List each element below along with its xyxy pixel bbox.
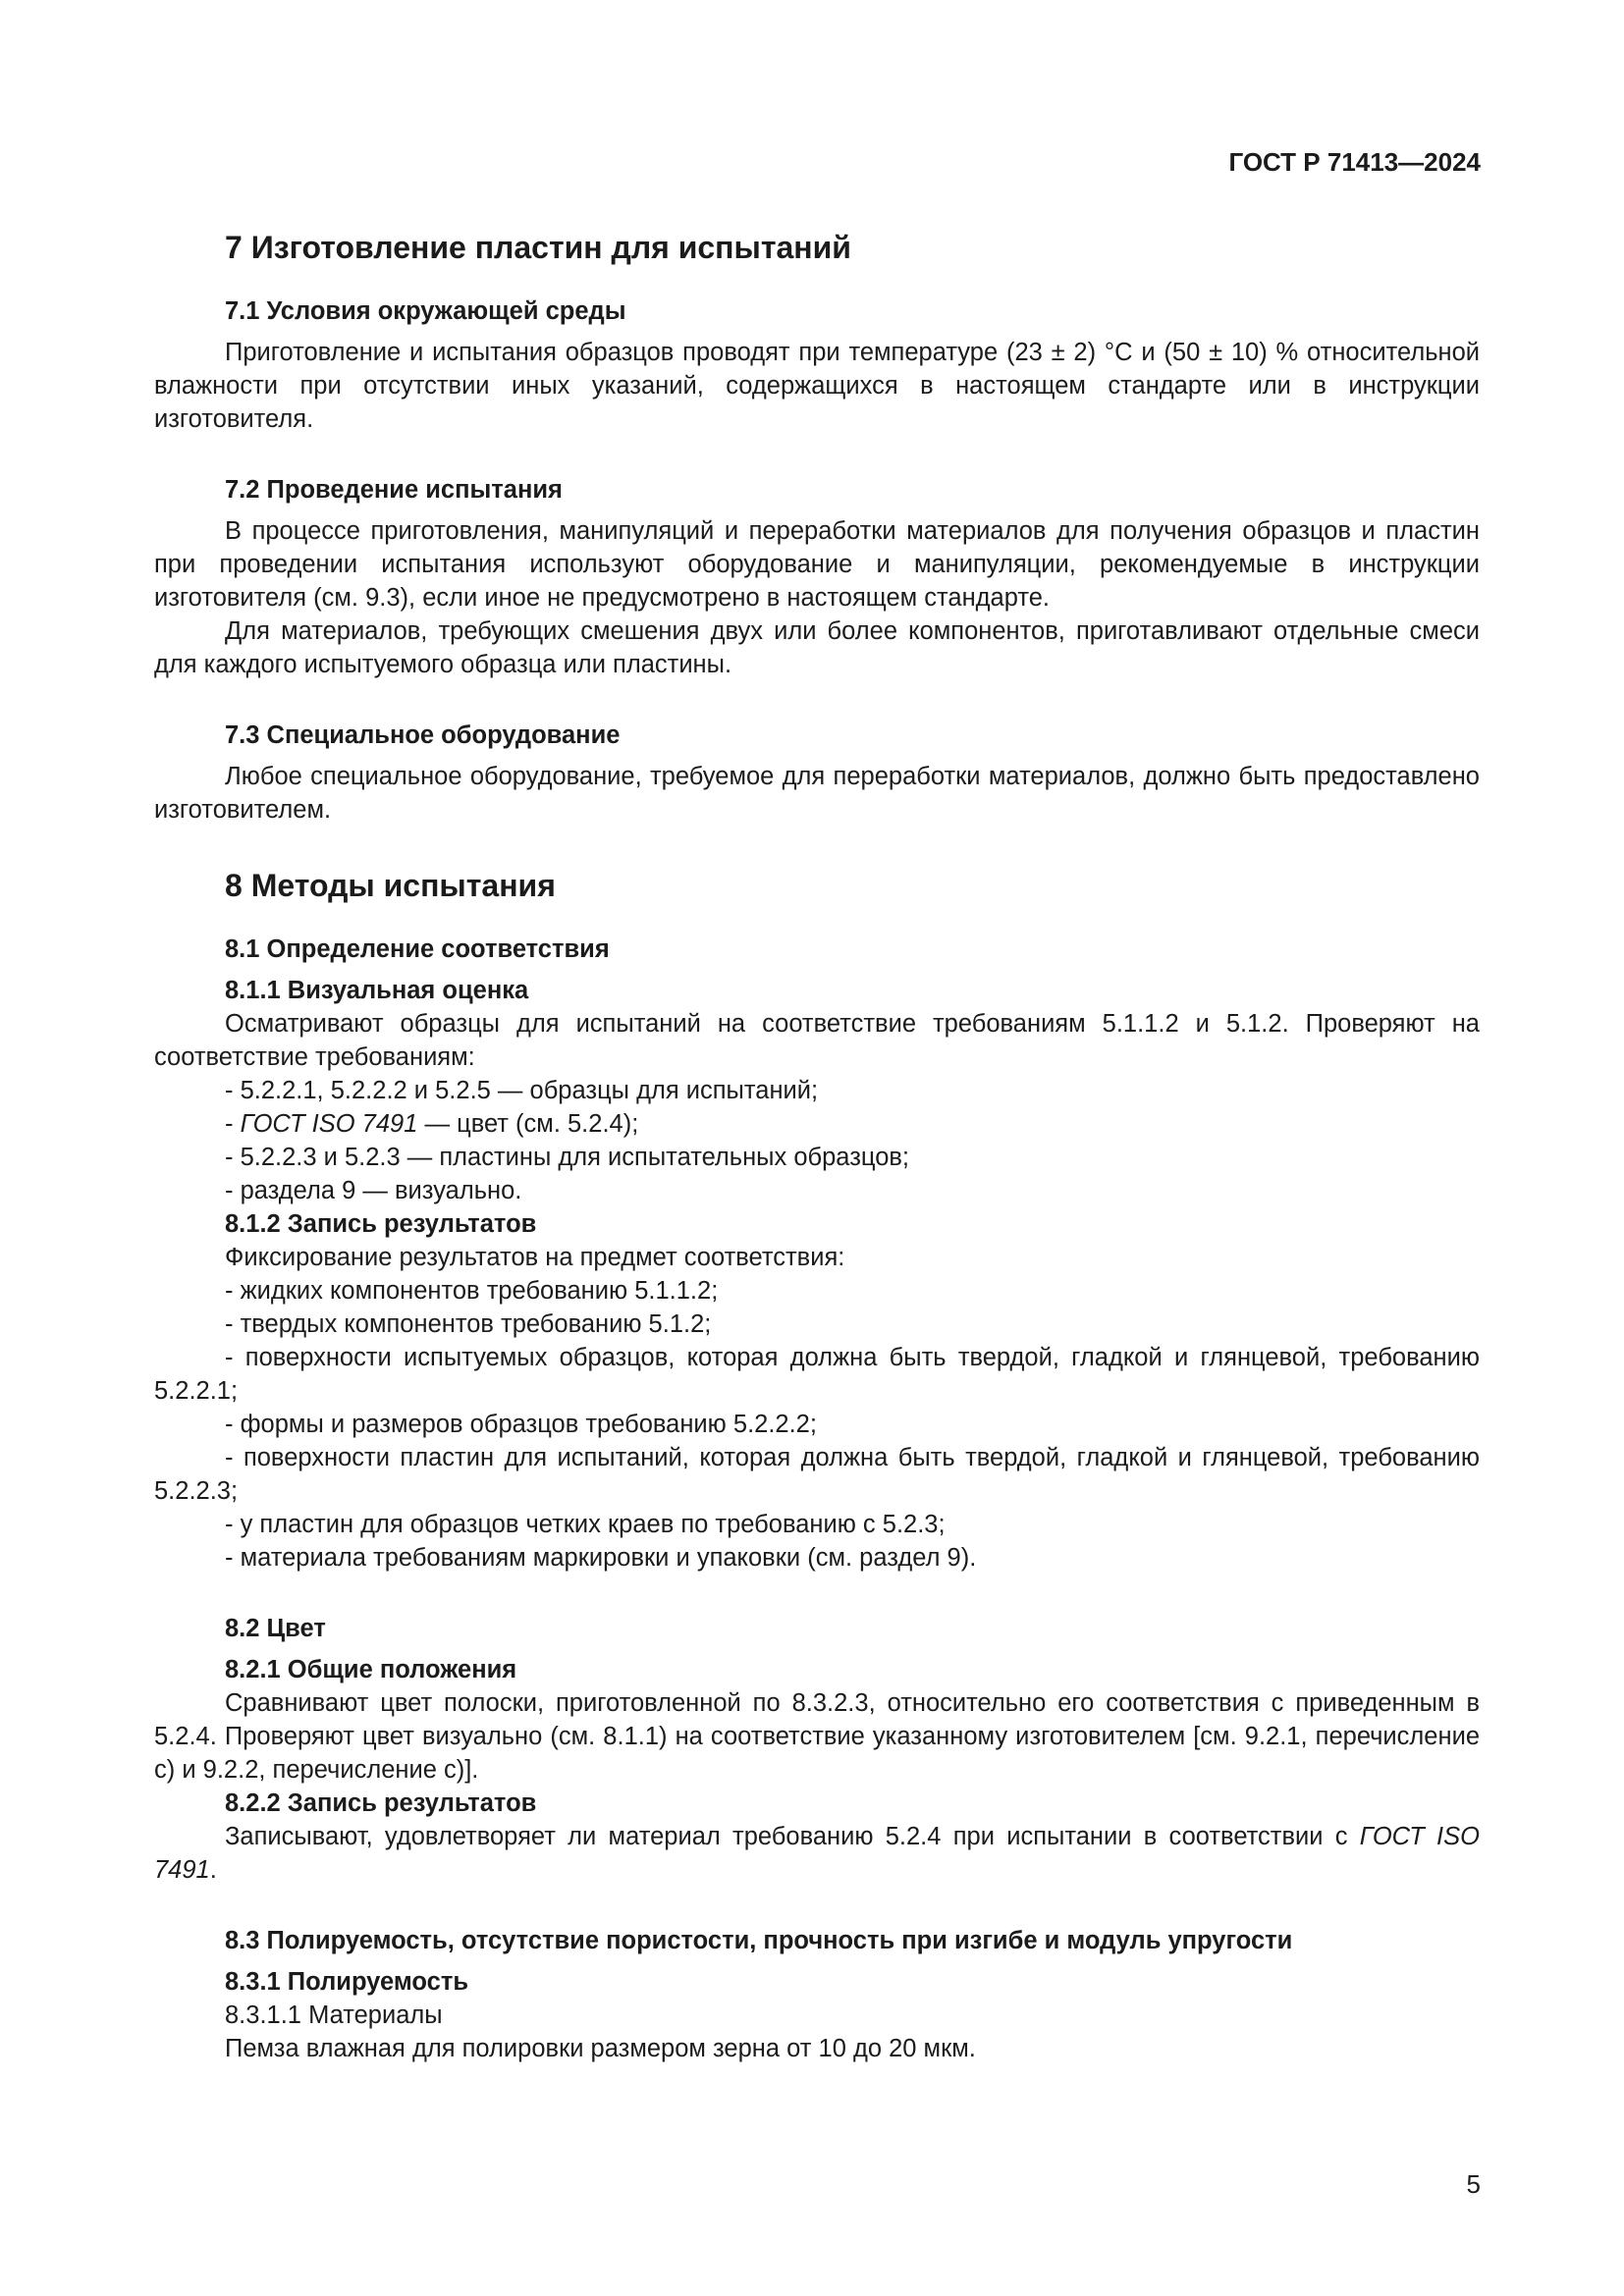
standard-reference: ГОСТ ISO 7491 — [240, 1110, 418, 1138]
list-item: - раздела 9 — визуально. — [225, 1177, 522, 1204]
section-8-3-1-1-paragraph: Пемза влажная для полировки размером зерна от 10 до 20 мкм. — [225, 2035, 976, 2062]
section-7-2-title: 7.2 Проведение испытания — [225, 476, 563, 504]
section-8-2-2-paragraph: Записывают, удовлетворяет ли материал требованию 5.2.4 при испытании в соответствии с ГОСТ ISO 7491. — [154, 1823, 1480, 1884]
section-8-2-1-title: 8.2.1 Общие положения — [225, 1656, 517, 1683]
section-7-1-paragraph: Приготовление и испытания образцов проводят при температуре (23 ± 2) °С и (50 ± 10) % относительной влажности при отсутствии иных указаний, содержащихся в настоящем стандарте или в инструкции изготовителя. — [154, 339, 1480, 433]
section-8-1-1-title: 8.1.1 Визуальная оценка — [225, 977, 529, 1004]
standard-reference: ГОСТ ISO 7491 — [154, 1823, 1480, 1884]
section-8-3-1-title: 8.3.1 Полируемость — [225, 1968, 468, 1996]
section-7-3-title: 7.3 Специальное оборудование — [225, 721, 621, 749]
section-8-1-2-intro: Фиксирование результатов на предмет соответствия: — [225, 1244, 845, 1271]
section-7-3-paragraph: Любое специальное оборудование, требуемое для переработки материалов, должно быть предоставлено изготовителем. — [154, 763, 1480, 824]
section-7-2-paragraph-1: В процессе приготовления, манипуляций и переработки материалов для получения образцов и пластин при проведении испытания используют оборудование и манипуляции, рекомендуемые в инструкции изготовителя (см. 9.3), если иное не предусмотрено в настоящем стандарте. — [154, 517, 1480, 612]
list-item: - твердых компонентов требованию 5.1.2; — [225, 1310, 712, 1338]
section-8-3-1-1-title: 8.3.1.1 Материалы — [225, 2002, 443, 2029]
list-item: - материала требованиям маркировки и упаковки (см. раздел 9). — [225, 1544, 977, 1572]
list-item: - 5.2.2.1, 5.2.2.2 и 5.2.5 — образцы для испытаний; — [225, 1077, 819, 1104]
section-7-1-title: 7.1 Условия окружающей среды — [225, 297, 626, 325]
list-item: - у пластин для образцов четких краев по требованию с 5.2.3; — [225, 1511, 946, 1538]
list-item: - ГОСТ ISO 7491 — цвет (см. 5.2.4); — [225, 1110, 639, 1138]
list-item: - поверхности испытуемых образцов, которая должна быть твердой, гладкой и глянцевой, требованию 5.2.2.1; — [154, 1344, 1480, 1405]
list-item: - формы и размеров образцов требованию 5.2.2.2; — [225, 1411, 817, 1438]
section-8-title: 8 Методы испытания — [225, 868, 556, 903]
document-code: ГОСТ Р 71413—2024 — [1228, 147, 1481, 177]
section-8-2-1-paragraph: Сравнивают цвет полоски, приготовленной по 8.3.2.3, относительно его соответствия с приведенным в 5.2.4. Проверяют цвет визуально (см. 8.1.1) на соответствие указанному изготовителем [см. 9.2.1, перечисление с) и 9.2.2, перечисление с)]. — [154, 1689, 1480, 1784]
list-item: - поверхности пластин для испытаний, которая должна быть твердой, гладкой и глянцевой, требованию 5.2.2.3; — [154, 1444, 1480, 1505]
section-8-3-title: 8.3 Полируемость, отсутствие пористости, прочность при изгибе и модуль упругости — [225, 1927, 1293, 1954]
section-7-title: 7 Изготовление пластин для испытаний — [225, 230, 851, 265]
section-7-2-paragraph-2: Для материалов, требующих смешения двух или более компонентов, приготавливают отдельные смеси для каждого испытуемого образца или пластины. — [154, 617, 1480, 678]
section-8-1-1-paragraph: Осматривают образцы для испытаний на соответствие требованиям 5.1.1.2 и 5.1.2. Проверяют на соответствие требованиям: — [154, 1010, 1480, 1071]
list-item: - 5.2.2.3 и 5.2.3 — пластины для испытательных образцов; — [225, 1144, 910, 1171]
list-item: - жидких компонентов требованию 5.1.1.2; — [225, 1277, 719, 1305]
section-8-2-2-title: 8.2.2 Запись результатов — [225, 1789, 537, 1817]
section-8-2-title: 8.2 Цвет — [225, 1615, 326, 1642]
section-8-1-2-title: 8.1.2 Запись результатов — [225, 1210, 537, 1238]
page-number: 5 — [1466, 2169, 1481, 2199]
section-8-1-title: 8.1 Определение соответствия — [225, 935, 610, 963]
page-content — [154, 218, 1480, 2065]
